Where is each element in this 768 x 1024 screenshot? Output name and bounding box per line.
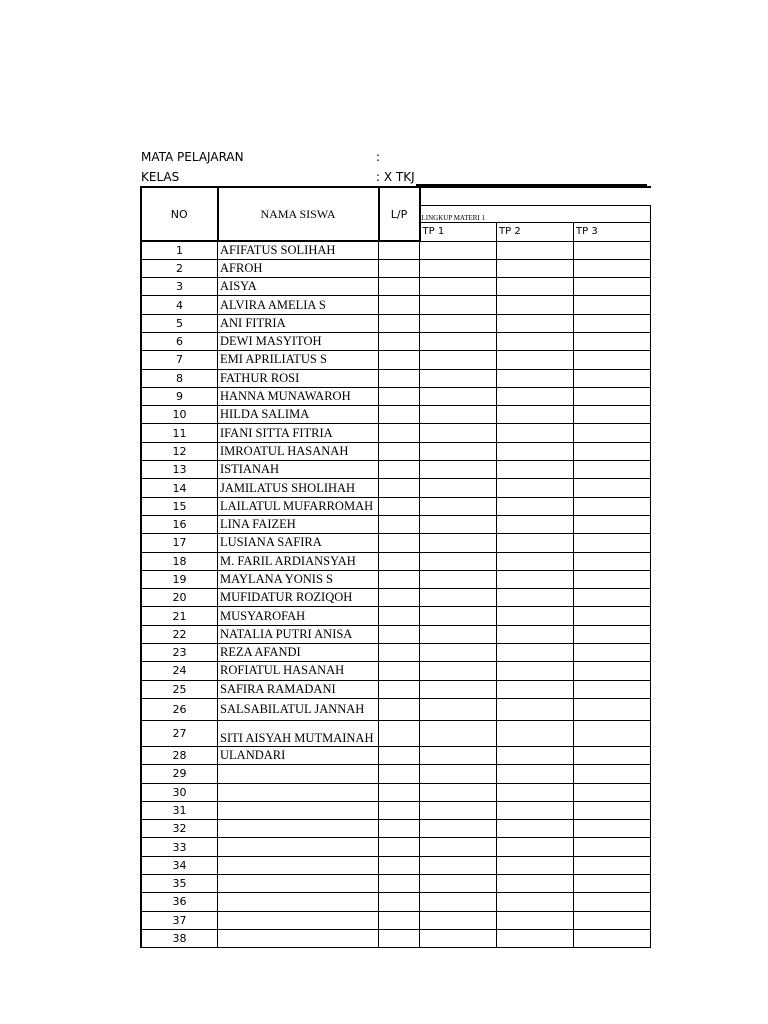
lp-cell[interactable] xyxy=(379,369,420,387)
student-name[interactable]: MUSYAROFAH xyxy=(218,607,379,625)
lp-cell[interactable] xyxy=(379,856,420,874)
subject-label: MATA PELAJARAN xyxy=(141,150,244,164)
student-name[interactable]: FATHUR ROSI xyxy=(218,369,379,387)
tp3-cell[interactable] xyxy=(574,387,651,405)
tp1-cell[interactable] xyxy=(420,893,497,911)
tp1-cell[interactable] xyxy=(420,644,497,662)
tp1-cell[interactable] xyxy=(420,911,497,929)
tp1-cell[interactable] xyxy=(420,278,497,296)
tp2-cell[interactable] xyxy=(497,552,574,570)
student-name[interactable] xyxy=(218,820,379,838)
student-name[interactable] xyxy=(218,838,379,856)
table-row xyxy=(141,314,651,332)
student-name[interactable] xyxy=(218,875,379,893)
row-number: 11 xyxy=(141,424,218,442)
tp1-cell[interactable] xyxy=(420,369,497,387)
student-name[interactable] xyxy=(218,783,379,801)
table-row xyxy=(141,424,651,442)
lp-cell[interactable] xyxy=(379,765,420,783)
tp1-cell[interactable] xyxy=(420,424,497,442)
lp-cell[interactable] xyxy=(379,625,420,643)
tp1-cell[interactable] xyxy=(420,461,497,479)
tp1-cell[interactable] xyxy=(420,875,497,893)
tp2-cell[interactable] xyxy=(497,644,574,662)
tp3-cell[interactable] xyxy=(574,856,651,874)
tp1-cell[interactable] xyxy=(420,746,497,764)
row-number: 25 xyxy=(141,680,218,698)
tp2-cell[interactable] xyxy=(497,720,574,746)
tp1-cell[interactable] xyxy=(420,351,497,369)
lp-cell[interactable] xyxy=(379,552,420,570)
lp-cell[interactable] xyxy=(379,406,420,424)
lp-cell[interactable] xyxy=(379,838,420,856)
student-name[interactable]: AFIFATUS SOLIHAH xyxy=(218,241,379,259)
tp3-cell[interactable] xyxy=(574,406,651,424)
table-row xyxy=(141,929,651,947)
row-number: 24 xyxy=(141,662,218,680)
lp-cell[interactable] xyxy=(379,644,420,662)
student-name[interactable]: ROFIATUL HASANAH xyxy=(218,662,379,680)
tp2-cell[interactable] xyxy=(497,589,574,607)
lp-cell[interactable] xyxy=(379,911,420,929)
lp-cell[interactable] xyxy=(379,461,420,479)
lp-cell[interactable] xyxy=(379,351,420,369)
tp1-cell[interactable] xyxy=(420,497,497,515)
table-row xyxy=(141,746,651,764)
tp3-cell[interactable] xyxy=(574,893,651,911)
table-row xyxy=(141,442,651,460)
student-name[interactable] xyxy=(218,801,379,819)
tp1-cell[interactable] xyxy=(420,534,497,552)
header-lp: L/P xyxy=(379,187,420,241)
header-spacer xyxy=(420,187,651,205)
class-label: KELAS xyxy=(141,170,180,184)
table-row xyxy=(141,783,651,801)
row-number: 26 xyxy=(141,698,218,720)
table-row xyxy=(141,644,651,662)
student-name[interactable]: MAYLANA YONIS S xyxy=(218,570,379,588)
row-number: 22 xyxy=(141,625,218,643)
tp3-cell[interactable] xyxy=(574,746,651,764)
table-row xyxy=(141,801,651,819)
row-number: 35 xyxy=(141,875,218,893)
lp-cell[interactable] xyxy=(379,424,420,442)
tp3-cell[interactable] xyxy=(574,607,651,625)
tp3-cell[interactable] xyxy=(574,820,651,838)
tp1-cell[interactable] xyxy=(420,625,497,643)
student-name[interactable]: ALVIRA AMELIA S xyxy=(218,296,379,314)
row-number: 38 xyxy=(141,929,218,947)
tp1-cell[interactable] xyxy=(420,570,497,588)
tp1-cell[interactable] xyxy=(420,801,497,819)
student-name[interactable]: ULANDARI xyxy=(218,746,379,764)
tp3-cell[interactable] xyxy=(574,442,651,460)
table-row xyxy=(141,332,651,350)
row-number: 14 xyxy=(141,479,218,497)
row-number: 21 xyxy=(141,607,218,625)
lp-cell[interactable] xyxy=(379,875,420,893)
tp1-cell[interactable] xyxy=(420,820,497,838)
tp2-cell[interactable] xyxy=(497,570,574,588)
tp1-cell[interactable] xyxy=(420,856,497,874)
table-row xyxy=(141,479,651,497)
student-name[interactable]: ANI FITRIA xyxy=(218,314,379,332)
table-row xyxy=(141,351,651,369)
lp-cell[interactable] xyxy=(379,893,420,911)
tp3-cell[interactable] xyxy=(574,259,651,277)
student-name[interactable] xyxy=(218,765,379,783)
lp-cell[interactable] xyxy=(379,570,420,588)
tp2-cell[interactable] xyxy=(497,461,574,479)
tp3-cell[interactable] xyxy=(574,625,651,643)
tp1-cell[interactable] xyxy=(420,296,497,314)
tp3-cell[interactable] xyxy=(574,838,651,856)
tp2-cell[interactable] xyxy=(497,607,574,625)
table-row xyxy=(141,875,651,893)
tp3-cell[interactable] xyxy=(574,589,651,607)
table-row xyxy=(141,765,651,783)
student-name[interactable]: SITI AISYAH MUTMAINAH xyxy=(218,720,379,746)
row-number: 1 xyxy=(141,241,218,259)
row-number: 18 xyxy=(141,552,218,570)
table-row xyxy=(141,296,651,314)
tp3-cell[interactable] xyxy=(574,929,651,947)
tp1-cell[interactable] xyxy=(420,314,497,332)
tp2-cell[interactable] xyxy=(497,387,574,405)
table-row xyxy=(141,856,651,874)
row-number: 20 xyxy=(141,589,218,607)
row-number: 10 xyxy=(141,406,218,424)
tp1-cell[interactable] xyxy=(420,765,497,783)
lp-cell[interactable] xyxy=(379,442,420,460)
table-row xyxy=(141,515,651,533)
tp3-cell[interactable] xyxy=(574,534,651,552)
tp2-cell[interactable] xyxy=(497,351,574,369)
row-number: 7 xyxy=(141,351,218,369)
tp3-cell[interactable] xyxy=(574,332,651,350)
tp1-cell[interactable] xyxy=(420,698,497,720)
tp3-cell[interactable] xyxy=(574,241,651,259)
tp3-cell[interactable] xyxy=(574,552,651,570)
tp2-cell[interactable] xyxy=(497,497,574,515)
row-number: 33 xyxy=(141,838,218,856)
table-row xyxy=(141,589,651,607)
tp1-cell[interactable] xyxy=(420,515,497,533)
student-name[interactable]: LAILATUL MUFARROMAH xyxy=(218,497,379,515)
row-number: 5 xyxy=(141,314,218,332)
lp-cell[interactable] xyxy=(379,589,420,607)
tp1-cell[interactable] xyxy=(420,241,497,259)
lp-cell[interactable] xyxy=(379,680,420,698)
tp2-cell[interactable] xyxy=(497,332,574,350)
tp3-cell[interactable] xyxy=(574,801,651,819)
row-number: 4 xyxy=(141,296,218,314)
table-row xyxy=(141,911,651,929)
tp3-cell[interactable] xyxy=(574,911,651,929)
row-number: 6 xyxy=(141,332,218,350)
tp2-cell[interactable] xyxy=(497,406,574,424)
tp2-cell[interactable] xyxy=(497,296,574,314)
tp2-cell[interactable] xyxy=(497,911,574,929)
table-row xyxy=(141,720,651,746)
tp1-cell[interactable] xyxy=(420,442,497,460)
tp1-cell[interactable] xyxy=(420,783,497,801)
tp2-cell[interactable] xyxy=(497,893,574,911)
tp2-cell[interactable] xyxy=(497,875,574,893)
subject-value[interactable]: : xyxy=(376,150,381,164)
lp-cell[interactable] xyxy=(379,332,420,350)
student-name[interactable]: AFROH xyxy=(218,259,379,277)
student-name[interactable] xyxy=(218,893,379,911)
lp-cell[interactable] xyxy=(379,387,420,405)
tp2-cell[interactable] xyxy=(497,820,574,838)
lp-cell[interactable] xyxy=(379,801,420,819)
row-number: 28 xyxy=(141,746,218,764)
tp3-cell[interactable] xyxy=(574,314,651,332)
row-number: 12 xyxy=(141,442,218,460)
lp-cell[interactable] xyxy=(379,479,420,497)
student-name[interactable]: LUSIANA SAFIRA xyxy=(218,534,379,552)
tp3-cell[interactable] xyxy=(574,680,651,698)
table-row xyxy=(141,534,651,552)
table-row xyxy=(141,369,651,387)
tp2-cell[interactable] xyxy=(497,783,574,801)
row-number: 13 xyxy=(141,461,218,479)
table-row xyxy=(141,259,651,277)
row-number: 8 xyxy=(141,369,218,387)
tp3-cell[interactable] xyxy=(574,783,651,801)
student-name[interactable]: LINA FAIZEH xyxy=(218,515,379,533)
tp3-cell[interactable] xyxy=(574,720,651,746)
tp1-cell[interactable] xyxy=(420,720,497,746)
row-number: 2 xyxy=(141,259,218,277)
tp2-cell[interactable] xyxy=(497,314,574,332)
tp2-cell[interactable] xyxy=(497,424,574,442)
student-name[interactable]: JAMILATUS SHOLIHAH xyxy=(218,479,379,497)
header-tp1: TP 1 xyxy=(420,222,497,241)
tp3-cell[interactable] xyxy=(574,424,651,442)
student-name[interactable]: SALSABILATUL JANNAH xyxy=(218,698,379,720)
lp-cell[interactable] xyxy=(379,296,420,314)
lp-cell[interactable] xyxy=(379,698,420,720)
row-number: 3 xyxy=(141,278,218,296)
lp-cell[interactable] xyxy=(379,746,420,764)
tp2-cell[interactable] xyxy=(497,241,574,259)
tp1-cell[interactable] xyxy=(420,929,497,947)
tp1-cell[interactable] xyxy=(420,838,497,856)
tp3-cell[interactable] xyxy=(574,662,651,680)
table-row xyxy=(141,893,651,911)
student-name[interactable]: AISYA xyxy=(218,278,379,296)
student-name[interactable]: HANNA MUNAWAROH xyxy=(218,387,379,405)
row-number: 15 xyxy=(141,497,218,515)
tp2-cell[interactable] xyxy=(497,801,574,819)
student-name[interactable]: IFANI SITTA FITRIA xyxy=(218,424,379,442)
lp-cell[interactable] xyxy=(379,662,420,680)
row-number: 17 xyxy=(141,534,218,552)
table-row xyxy=(141,838,651,856)
tp3-cell[interactable] xyxy=(574,278,651,296)
lp-cell[interactable] xyxy=(379,259,420,277)
student-name[interactable] xyxy=(218,929,379,947)
tp3-cell[interactable] xyxy=(574,875,651,893)
table-row xyxy=(141,461,651,479)
lp-cell[interactable] xyxy=(379,241,420,259)
student-name[interactable]: MUFIDATUR ROZIQOH xyxy=(218,589,379,607)
tp2-cell[interactable] xyxy=(497,856,574,874)
lp-cell[interactable] xyxy=(379,929,420,947)
lp-cell[interactable] xyxy=(379,783,420,801)
student-name[interactable]: DEWI MASYITOH xyxy=(218,332,379,350)
row-number: 37 xyxy=(141,911,218,929)
lp-cell[interactable] xyxy=(379,515,420,533)
row-number: 32 xyxy=(141,820,218,838)
tp2-cell[interactable] xyxy=(497,369,574,387)
student-name[interactable] xyxy=(218,856,379,874)
header-no: NO xyxy=(141,187,218,241)
tp2-cell[interactable] xyxy=(497,278,574,296)
student-name[interactable]: REZA AFANDI xyxy=(218,644,379,662)
table-row xyxy=(141,278,651,296)
header-tp2: TP 2 xyxy=(497,222,574,241)
lp-cell[interactable] xyxy=(379,820,420,838)
tp1-cell[interactable] xyxy=(420,680,497,698)
student-name[interactable]: NATALIA PUTRI ANISA xyxy=(218,625,379,643)
row-number: 9 xyxy=(141,387,218,405)
lp-cell[interactable] xyxy=(379,534,420,552)
tp2-cell[interactable] xyxy=(497,838,574,856)
table-row xyxy=(141,698,651,720)
student-name[interactable]: SAFIRA RAMADANI xyxy=(218,680,379,698)
table-row xyxy=(141,241,651,259)
table-row xyxy=(141,607,651,625)
tp3-cell[interactable] xyxy=(574,497,651,515)
tp2-cell[interactable] xyxy=(497,479,574,497)
grade-sheet xyxy=(140,186,651,948)
row-number: 27 xyxy=(141,720,218,746)
header-tp3: TP 3 xyxy=(574,222,651,241)
tp3-cell[interactable] xyxy=(574,698,651,720)
student-name[interactable]: HILDA SALIMA xyxy=(218,406,379,424)
tp2-cell[interactable] xyxy=(497,534,574,552)
header-scope: LINGKUP MATERI 1 xyxy=(420,205,651,222)
tp3-cell[interactable] xyxy=(574,351,651,369)
lp-cell[interactable] xyxy=(379,607,420,625)
header-name: NAMA SISWA xyxy=(218,187,379,241)
lp-cell[interactable] xyxy=(379,314,420,332)
tp1-cell[interactable] xyxy=(420,332,497,350)
row-number: 23 xyxy=(141,644,218,662)
student-name[interactable]: ISTIANAH xyxy=(218,461,379,479)
table-row xyxy=(141,406,651,424)
tp2-cell[interactable] xyxy=(497,442,574,460)
tp3-cell[interactable] xyxy=(574,369,651,387)
row-number: 30 xyxy=(141,783,218,801)
tp1-cell[interactable] xyxy=(420,479,497,497)
class-value[interactable]: : X TKJ xyxy=(376,170,415,184)
tp2-cell[interactable] xyxy=(497,680,574,698)
table-row xyxy=(141,662,651,680)
row-number: 29 xyxy=(141,765,218,783)
lp-cell[interactable] xyxy=(379,278,420,296)
tp1-cell[interactable] xyxy=(420,552,497,570)
tp3-cell[interactable] xyxy=(574,765,651,783)
tp3-cell[interactable] xyxy=(574,296,651,314)
row-number: 19 xyxy=(141,570,218,588)
row-number: 34 xyxy=(141,856,218,874)
tp2-cell[interactable] xyxy=(497,929,574,947)
student-name[interactable]: M. FARIL ARDIANSYAH xyxy=(218,552,379,570)
row-number: 31 xyxy=(141,801,218,819)
tp1-cell[interactable] xyxy=(420,607,497,625)
tp2-cell[interactable] xyxy=(497,662,574,680)
tp1-cell[interactable] xyxy=(420,589,497,607)
table-row xyxy=(141,552,651,570)
tp1-cell[interactable] xyxy=(420,259,497,277)
tp1-cell[interactable] xyxy=(420,406,497,424)
tp2-cell[interactable] xyxy=(497,259,574,277)
tp2-cell[interactable] xyxy=(497,746,574,764)
tp3-cell[interactable] xyxy=(574,644,651,662)
table-row xyxy=(141,387,651,405)
tp1-cell[interactable] xyxy=(420,662,497,680)
tp3-cell[interactable] xyxy=(574,570,651,588)
tp1-cell[interactable] xyxy=(420,387,497,405)
lp-cell[interactable] xyxy=(379,497,420,515)
table-row xyxy=(141,497,651,515)
student-name[interactable] xyxy=(218,911,379,929)
row-number: 16 xyxy=(141,515,218,533)
row-number: 36 xyxy=(141,893,218,911)
student-name[interactable]: EMI APRILIATUS S xyxy=(218,351,379,369)
tp2-cell[interactable] xyxy=(497,515,574,533)
tp2-cell[interactable] xyxy=(497,765,574,783)
student-name[interactable]: IMROATUL HASANAH xyxy=(218,442,379,460)
tp3-cell[interactable] xyxy=(574,515,651,533)
table-row xyxy=(141,820,651,838)
tp3-cell[interactable] xyxy=(574,479,651,497)
tp2-cell[interactable] xyxy=(497,698,574,720)
table-row xyxy=(141,625,651,643)
table-row xyxy=(141,680,651,698)
tp3-cell[interactable] xyxy=(574,461,651,479)
tp2-cell[interactable] xyxy=(497,625,574,643)
lp-cell[interactable] xyxy=(379,720,420,746)
table-row xyxy=(141,570,651,588)
